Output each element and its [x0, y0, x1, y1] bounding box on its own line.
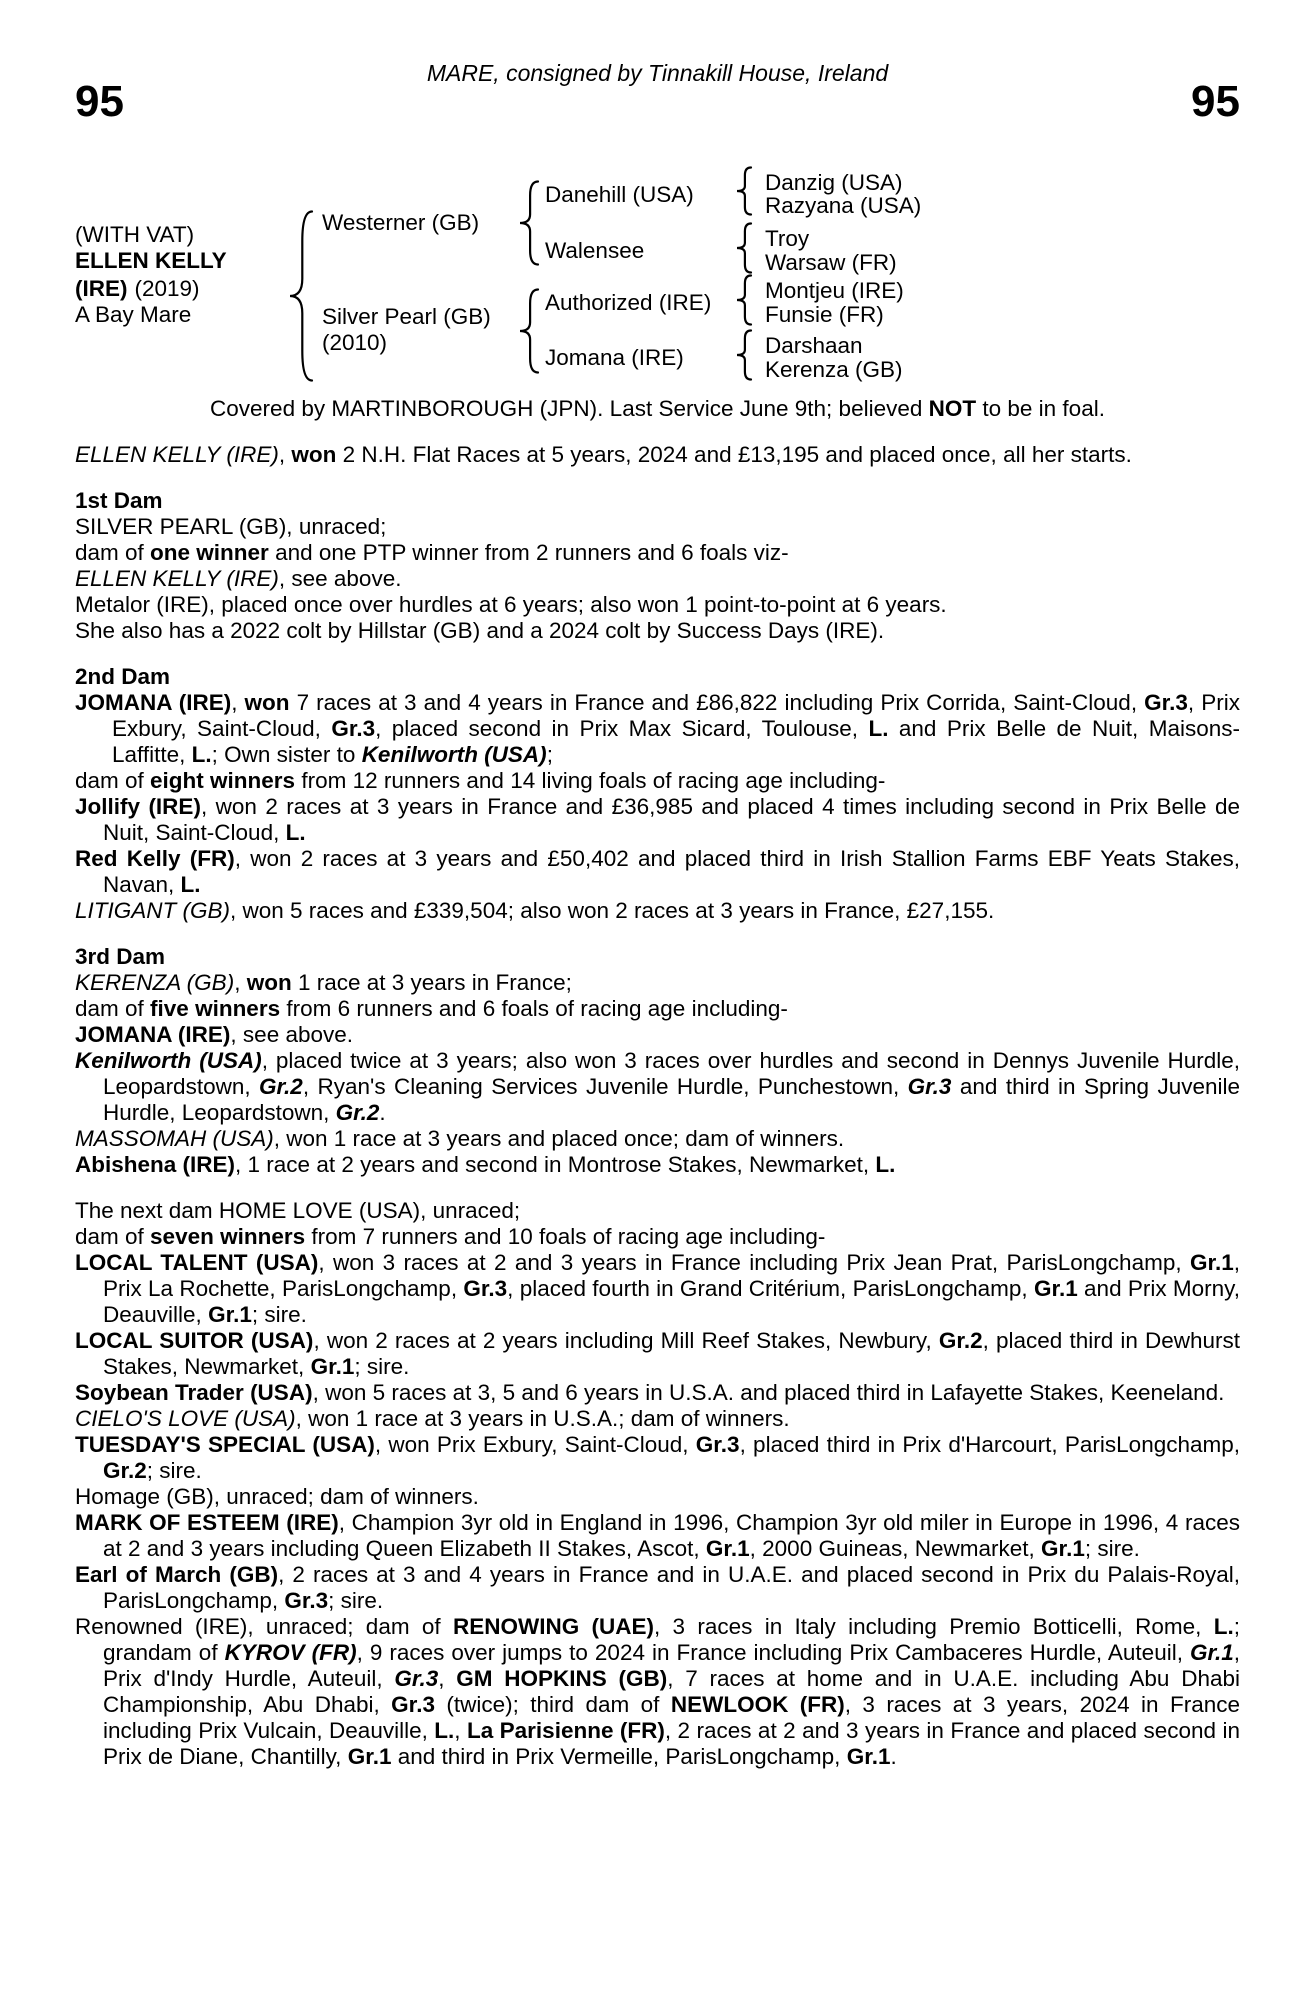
text-segment: KYROV (FR) [224, 1640, 357, 1665]
text-segment: NEWLOOK (FR) [670, 1692, 845, 1717]
text-segment: Earl of March (GB) [75, 1562, 279, 1587]
pedigree-entry [75, 442, 1240, 468]
text-segment: , [454, 1718, 467, 1743]
text-segment: Gr.1 [1189, 1640, 1234, 1665]
pedigree-entry [75, 1432, 1240, 1484]
text-segment: , won Prix Exbury, Saint-Cloud, [374, 1432, 696, 1457]
text-segment: KERENZA (GB) [75, 970, 235, 995]
text-segment: , [234, 970, 247, 995]
dam-dam-dam-name: Kerenza (GB) [765, 357, 903, 382]
text-segment: , 2 races at 3 and 4 years in France and in U.A.E. and placed second in Prix du Palais-Royal, ParisLongchamp, [103, 1562, 1240, 1613]
pedigree-entry [75, 1224, 1240, 1250]
covering-statement [0, 396, 1315, 422]
text-segment: L. [285, 820, 306, 845]
text-segment: JOMANA (IRE) [75, 1022, 231, 1047]
pedigree-brace-dam [518, 288, 540, 374]
text-segment: Renowned (IRE), unraced; dam of [75, 1614, 453, 1639]
text-segment: Gr.3 [391, 1692, 435, 1717]
text-segment: , see above. [230, 1022, 354, 1047]
text-segment: Gr.3 [284, 1588, 329, 1613]
text-segment: L. [1213, 1614, 1234, 1639]
text-segment: Jollify (IRE) [75, 794, 201, 819]
text-segment: Gr.2 [938, 1328, 983, 1353]
pedigree-entry [75, 1614, 1240, 1770]
text-segment: dam of [75, 768, 151, 793]
text-segment: GM HOPKINS (GB) [456, 1666, 668, 1691]
text-segment: MASSOMAH (USA) [75, 1126, 274, 1151]
dam-dam-sire-name: Darshaan [765, 333, 863, 358]
pedigree-entry [75, 898, 1240, 924]
pedigree-entry [75, 1406, 1240, 1432]
pedigree-entry [75, 1380, 1240, 1406]
text-segment: Gr.2 [259, 1074, 303, 1099]
text-segment: won [291, 442, 337, 467]
text-segment: , 1 race at 2 years and second in Montrose Stakes, Newmarket, [235, 1152, 876, 1177]
text-segment: Metalor (IRE), placed once over hurdles at 6 years; also won 1 point-to-point at 6 years. [75, 592, 947, 617]
sire-sire-sire-name: Danzig (USA) [765, 170, 903, 195]
sire-dam-sire-name: Troy [765, 226, 810, 251]
text-segment: LOCAL SUITOR (USA) [75, 1328, 314, 1353]
text-segment: and one PTP winner from 2 runners and 6 foals viz- [268, 540, 789, 565]
text-segment: , Prix Exbury, Saint-Cloud, [112, 690, 1240, 741]
pedigree-entry [75, 1484, 1240, 1510]
text-segment: dam of [75, 1224, 151, 1249]
text-segment: Gr.1 [208, 1302, 252, 1327]
horse-year-foaled: (2019) [134, 276, 200, 301]
text-segment: She also has a 2022 colt by Hillstar (GB) and a 2024 colt by Success Days (IRE). [75, 618, 885, 643]
text-segment: Gr.3 [907, 1074, 952, 1099]
text-segment: one winner [150, 540, 269, 565]
text-segment: from 6 runners and 6 foals of racing age including- [280, 996, 788, 1021]
text-segment: ELLEN KELLY (IRE) [75, 566, 279, 591]
dam-sire-dam-name: Funsie (FR) [765, 302, 884, 327]
sire-dam-name: Walensee [545, 238, 645, 263]
text-segment: won [246, 970, 292, 995]
text-segment: 1 race at 3 years in France; [291, 970, 572, 995]
dam-sire-name: Authorized (IRE) [545, 290, 712, 315]
text-segment: , 2 races at 2 and 3 years in France and placed second in Prix de Diane, Chantilly, [103, 1718, 1240, 1769]
dam-name: Silver Pearl (GB) [322, 304, 491, 329]
text-segment: , won 5 races at 3, 5 and 6 years in U.S.A. and placed third in Lafayette Stakes, Keeneland. [312, 1380, 1225, 1405]
text-segment: Gr.1 [347, 1744, 392, 1769]
text-segment: , won 1 race at 3 years and placed once; dam of winners. [273, 1126, 845, 1151]
dam-year-foaled: (2010) [322, 330, 388, 355]
pedigree-entry [75, 540, 1240, 566]
sire-dam-dam-name: Warsaw (FR) [765, 250, 897, 275]
catalogue-body [75, 442, 1240, 1770]
text-segment: 7 races at 3 and 4 years in France and £86,822 including Prix Corrida, Saint-Cloud, [289, 690, 1145, 715]
sire-sire-name: Danehill (USA) [545, 182, 694, 207]
text-segment: Gr.3 [394, 1666, 439, 1691]
text-segment: , 2000 Guineas, Newmarket, [749, 1536, 1042, 1561]
text-segment: , Prix La Rochette, ParisLongchamp, [103, 1250, 1240, 1301]
pedigree-entry [75, 1152, 1240, 1178]
pedigree-brace-dam-sire [735, 274, 753, 326]
text-segment: Gr.1 [1033, 1276, 1078, 1301]
text-segment: L. [180, 872, 201, 897]
text-segment: , won 2 races at 2 years including Mill Reef Stakes, Newbury, [313, 1328, 939, 1353]
pedigree-entry [75, 1510, 1240, 1562]
text-segment: , placed third in Dewhurst Stakes, Newmarket, [103, 1328, 1241, 1379]
text-segment: ; sire. [146, 1458, 202, 1483]
text-segment: L. [868, 716, 889, 741]
pedigree-entry [75, 1198, 1240, 1224]
text-segment: ; sire. [251, 1302, 307, 1327]
dam-heading: 1st Dam [75, 488, 163, 513]
text-segment: JOMANA (IRE) [75, 690, 232, 715]
text-segment: and Prix Belle de Nuit, Maisons-Laffitte, [112, 716, 1240, 767]
text-segment: MARK OF ESTEEM (IRE) [75, 1510, 339, 1535]
text-segment: , 3 races in Italy including Premio Botticelli, Rome, [654, 1614, 1214, 1639]
pedigree-entry [75, 1048, 1240, 1126]
text-segment: TUESDAY'S SPECIAL (USA) [75, 1432, 375, 1457]
text-segment: , Prix d'Indy Hurdle, Auteuil, [103, 1640, 1240, 1691]
text-segment: , [278, 442, 292, 467]
pedigree-brace-sire [518, 180, 540, 266]
horse-suffix: (IRE) [75, 276, 128, 301]
text-segment: Gr.1 [1041, 1536, 1085, 1561]
text-segment: ; Own sister to [211, 742, 362, 767]
consignment-title: MARE, consigned by Tinnakill House, Ireland [426, 60, 889, 86]
text-segment: ; grandam of [103, 1614, 1240, 1665]
text-segment: seven winners [150, 1224, 306, 1249]
text-segment: Gr.3 [1144, 690, 1188, 715]
text-segment: , placed second in Prix Max Sicard, Toulouse, [375, 716, 869, 741]
text-segment: ; sire. [1084, 1536, 1140, 1561]
pedigree-entry [75, 514, 1240, 540]
text-segment: ; sire. [354, 1354, 410, 1379]
covering-emphasis: NOT [928, 396, 977, 421]
text-segment: , placed third in Prix d'Harcourt, ParisLongchamp, [739, 1432, 1241, 1457]
text-segment: (twice); third dam of [434, 1692, 671, 1717]
text-segment: , won 1 race at 3 years in U.S.A.; dam of winners. [295, 1406, 790, 1431]
text-segment: dam of [75, 540, 151, 565]
pedigree-brace-dam-dam [735, 329, 753, 381]
text-segment: , placed twice at 3 years; also won 3 races over hurdles and second in Dennys Juvenile Hurdle, Leopardstown, [103, 1048, 1240, 1099]
text-segment: , [438, 1666, 457, 1691]
text-segment: , 3 races at 3 years, 2024 in France including Prix Vulcain, Deauville, [103, 1692, 1241, 1743]
dam-heading: 3rd Dam [75, 944, 166, 969]
text-segment: L. [434, 1718, 455, 1743]
pedigree-entry [75, 846, 1240, 898]
text-segment: Homage (GB), unraced; dam of winners. [75, 1484, 479, 1509]
lot-number-right: 95 [1191, 77, 1240, 126]
text-segment: , won 3 races at 2 and 3 years in France including Prix Jean Prat, ParisLongchamp, [318, 1250, 1190, 1275]
pedigree-entry [75, 996, 1240, 1022]
text-segment: Kenilworth (USA) [361, 742, 547, 767]
sire-sire-dam-name: Razyana (USA) [765, 193, 922, 218]
text-segment: won [244, 690, 290, 715]
pedigree-entry [75, 768, 1240, 794]
text-segment: LOCAL TALENT (USA) [75, 1250, 319, 1275]
sire-name: Westerner (GB) [322, 210, 480, 235]
pedigree-brace-sire-sire [735, 166, 753, 216]
text-segment: Gr.3 [331, 716, 376, 741]
horse-description: A Bay Mare [75, 302, 192, 327]
text-segment: eight winners [150, 768, 296, 793]
text-segment: , placed fourth in Grand Critérium, ParisLongchamp, [507, 1276, 1034, 1301]
pedigree-entry [75, 592, 1240, 618]
text-segment: , 9 races over jumps to 2024 in France including Prix Cambaceres Hurdle, Auteuil, [356, 1640, 1190, 1665]
pedigree-entry [75, 1126, 1240, 1152]
text-segment: L. [875, 1152, 896, 1177]
text-segment: , won 2 races at 3 years and £50,402 and placed third in Irish Stallion Farms EBF Yeats Stakes, Navan, [103, 846, 1241, 897]
pedigree-entry [75, 1328, 1240, 1380]
dam-sire-sire-name: Montjeu (IRE) [765, 278, 904, 303]
text-segment: , Champion 3yr old in England in 1996, Champion 3yr old miler in Europe in 1996, 4 races at 2 and 3 years including Queen Elizabeth II Stakes, Ascot, [103, 1510, 1240, 1561]
horse-suffix-year [75, 276, 200, 302]
text-segment: Red Kelly (FR) [75, 846, 235, 871]
text-segment: ; [546, 742, 553, 767]
pedigree-entry [75, 1250, 1240, 1328]
text-segment: LITIGANT (GB) [75, 898, 231, 923]
pedigree-entry [75, 970, 1240, 996]
pedigree-brace-main [288, 210, 314, 382]
text-segment: . [379, 1100, 386, 1125]
text-segment: ELLEN KELLY (IRE) [75, 442, 279, 467]
text-segment: The next dam HOME LOVE (USA), unraced; [75, 1198, 521, 1223]
text-segment: dam of [75, 996, 151, 1021]
pedigree-entry [75, 566, 1240, 592]
text-segment: and third in Spring Juvenile Hurdle, Leopardstown, [103, 1074, 1240, 1125]
text-segment: from 7 runners and 10 foals of racing age including- [305, 1224, 826, 1249]
pedigree-brace-sire-dam [735, 222, 753, 274]
text-segment: Gr.1 [1189, 1250, 1234, 1275]
text-segment: , Ryan's Cleaning Services Juvenile Hurdle, Punchestown, [302, 1074, 908, 1099]
vat-note: (WITH VAT) [75, 222, 195, 247]
pedigree-entry [75, 1562, 1240, 1614]
dam-dam-name: Jomana (IRE) [545, 345, 684, 370]
text-segment: Soybean Trader (USA) [75, 1380, 313, 1405]
text-segment: L. [191, 742, 212, 767]
covering-text-after: to be in foal. [976, 396, 1105, 421]
text-segment: Gr.3 [463, 1276, 508, 1301]
pedigree-entry [75, 690, 1240, 768]
text-segment: Abishena (IRE) [75, 1152, 236, 1177]
text-segment: , 7 races at home and in U.A.E. including Abu Dhabi Championship, Abu Dhabi, [103, 1666, 1240, 1717]
text-segment: Gr.3 [695, 1432, 740, 1457]
text-segment: and third in Prix Vermeille, ParisLongchamp, [391, 1744, 847, 1769]
text-segment: La Parisienne (FR) [466, 1718, 665, 1743]
lot-number-left: 95 [75, 77, 124, 126]
text-segment: , [231, 690, 245, 715]
text-segment: ; sire. [328, 1588, 384, 1613]
text-segment: 2 N.H. Flat Races at 5 years, 2024 and £13,195 and placed once, all her starts. [336, 442, 1132, 467]
pedigree-entry [75, 794, 1240, 846]
text-segment: Gr.1 [705, 1536, 750, 1561]
text-segment: , see above. [278, 566, 402, 591]
text-segment: Gr.1 [846, 1744, 891, 1769]
text-segment: Gr.2 [103, 1458, 147, 1483]
pedigree-entry [75, 618, 1240, 644]
pedigree-entry [75, 1022, 1240, 1048]
text-segment: Kenilworth (USA) [75, 1048, 262, 1073]
text-segment: CIELO'S LOVE (USA) [75, 1406, 296, 1431]
text-segment: RENOWING (UAE) [452, 1614, 654, 1639]
text-segment: Gr.2 [335, 1100, 380, 1125]
text-segment: . [890, 1744, 897, 1769]
text-segment: , won 5 races and £339,504; also won 2 races at 3 years in France, £27,155. [230, 898, 995, 923]
horse-name: ELLEN KELLY [75, 248, 227, 273]
text-segment: , won 2 races at 3 years in France and £36,985 and placed 4 times including second in Prix Belle de Nuit, Saint-Cloud, [103, 794, 1240, 845]
text-segment: from 12 runners and 14 living foals of racing age including- [295, 768, 886, 793]
text-segment: and Prix Morny, Deauville, [103, 1276, 1241, 1327]
text-segment: five winners [150, 996, 281, 1021]
text-segment: Gr.1 [310, 1354, 355, 1379]
dam-heading: 2nd Dam [75, 664, 171, 689]
covering-text-before: Covered by MARTINBOROUGH (JPN). Last Service June 9th; believed [210, 396, 929, 421]
text-segment: SILVER PEARL (GB), unraced; [75, 514, 387, 539]
